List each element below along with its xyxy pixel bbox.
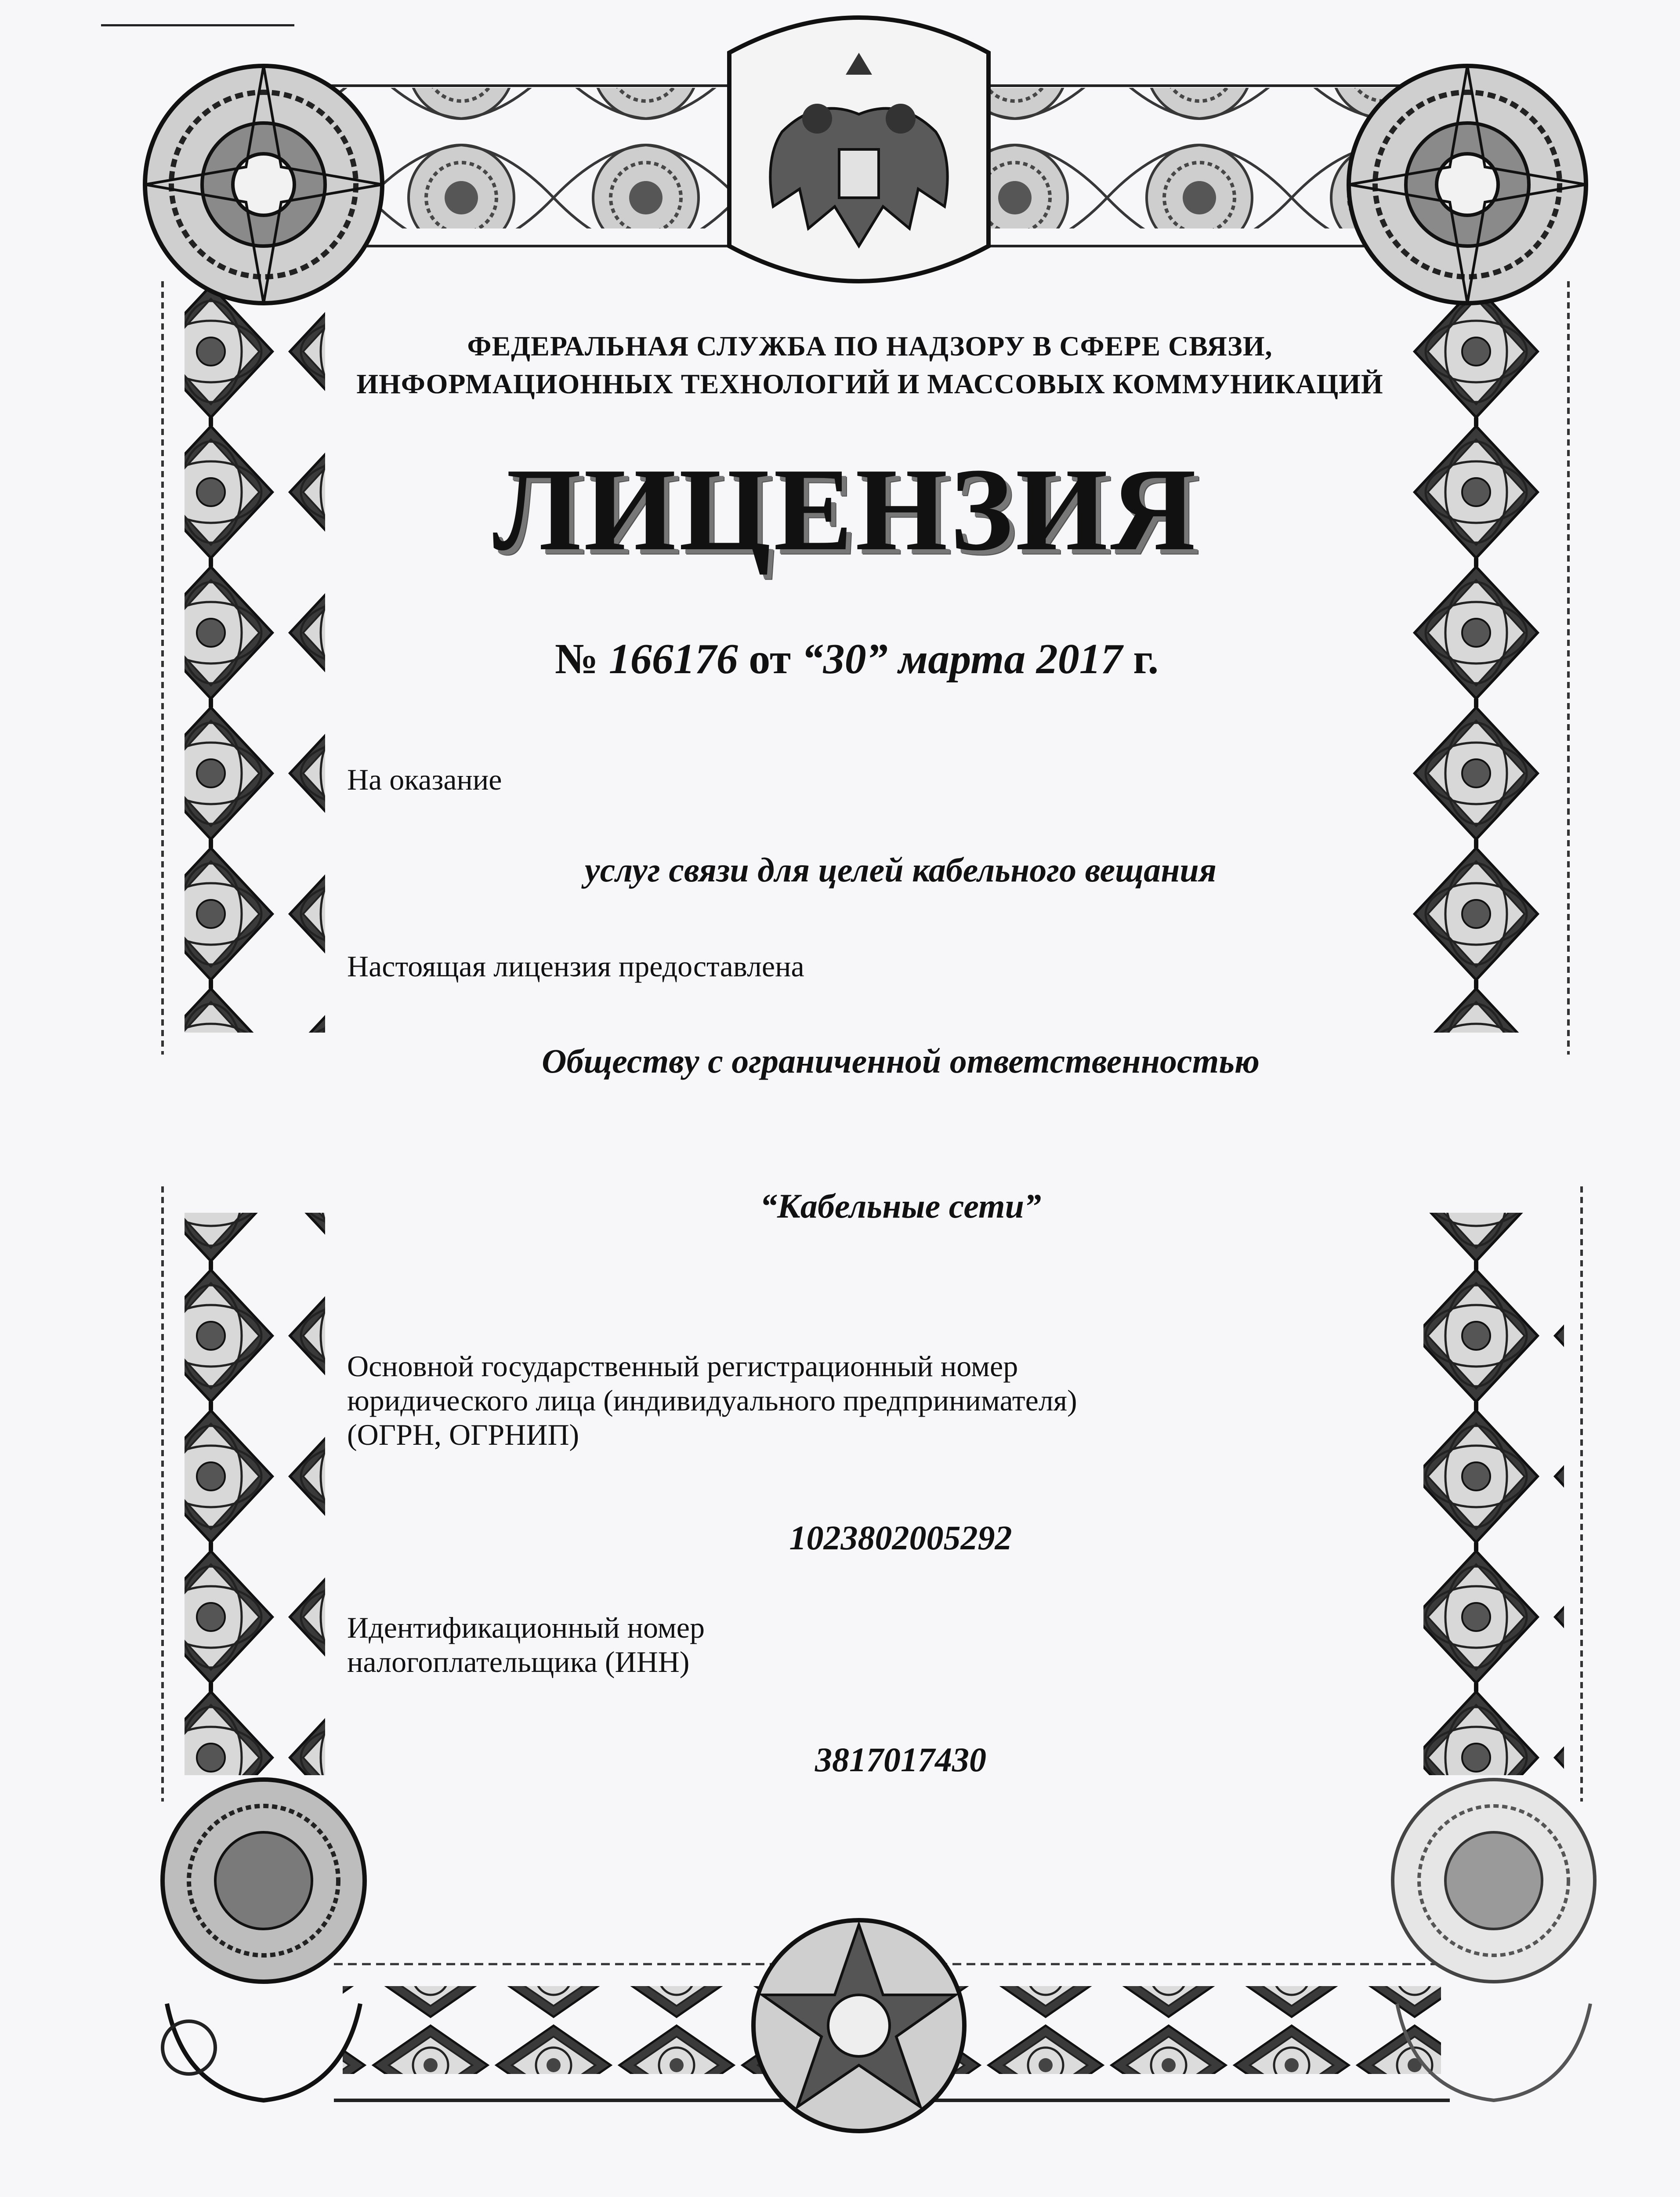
grantee-line-2: “Кабельные сети” [760, 1187, 1041, 1225]
license-number-line [395, 633, 1318, 685]
license-day: “30” [801, 635, 888, 683]
agency-line-1: ФЕДЕРАЛЬНАЯ СЛУЖБА ПО НАДЗОРУ В СФЕРЕ СВЯЗИ, [467, 330, 1273, 362]
agency-line-2: ИНФОРМАЦИОННЫХ ТЕХНОЛОГИЙ И МАССОВЫХ КОММУНИКАЦИЙ [356, 368, 1383, 399]
ogrn-label-line-1: Основной государственный регистрационный номер [347, 1349, 1018, 1383]
coat-of-arms-emblem [729, 18, 988, 281]
grantee-line-1: Обществу с ограниченной ответственностью [542, 1042, 1260, 1080]
purpose-value: услуг связи для целей кабельного вещания [585, 851, 1217, 889]
grantee-label: Настоящая лицензия предоставлена [347, 950, 804, 983]
purpose-label: На оказание [347, 763, 502, 796]
license-month-year: марта 2017 [887, 635, 1122, 683]
issuing-agency [308, 327, 1432, 403]
ogrn-label-line-2: юридического лица (индивидуального предпринимателя) [347, 1384, 1077, 1417]
ogrn-value: 1023802005292 [789, 1519, 1012, 1557]
date-connector: от [738, 635, 802, 683]
license-number: 166176 [608, 635, 738, 683]
ogrn-label-line-3: (ОГРН, ОГРНИП) [347, 1418, 579, 1451]
corner-rosette-top-left [145, 66, 382, 303]
year-suffix: г. [1122, 635, 1159, 683]
inn-value: 3817017430 [815, 1740, 986, 1779]
document-title: ЛИЦЕНЗИЯ [492, 444, 1199, 575]
number-prefix: № [554, 635, 609, 683]
inn-label-line-2: налогоплательщика (ИНН) [347, 1645, 690, 1679]
inn-label [347, 1610, 705, 1679]
bottom-star-medallion [753, 1920, 964, 2131]
corner-medallion-bottom-left [163, 1780, 365, 2100]
corner-rosette-top-right [1349, 66, 1586, 303]
inn-label-line-1: Идентификационный номер [347, 1611, 705, 1644]
ogrn-label [347, 1349, 1077, 1452]
